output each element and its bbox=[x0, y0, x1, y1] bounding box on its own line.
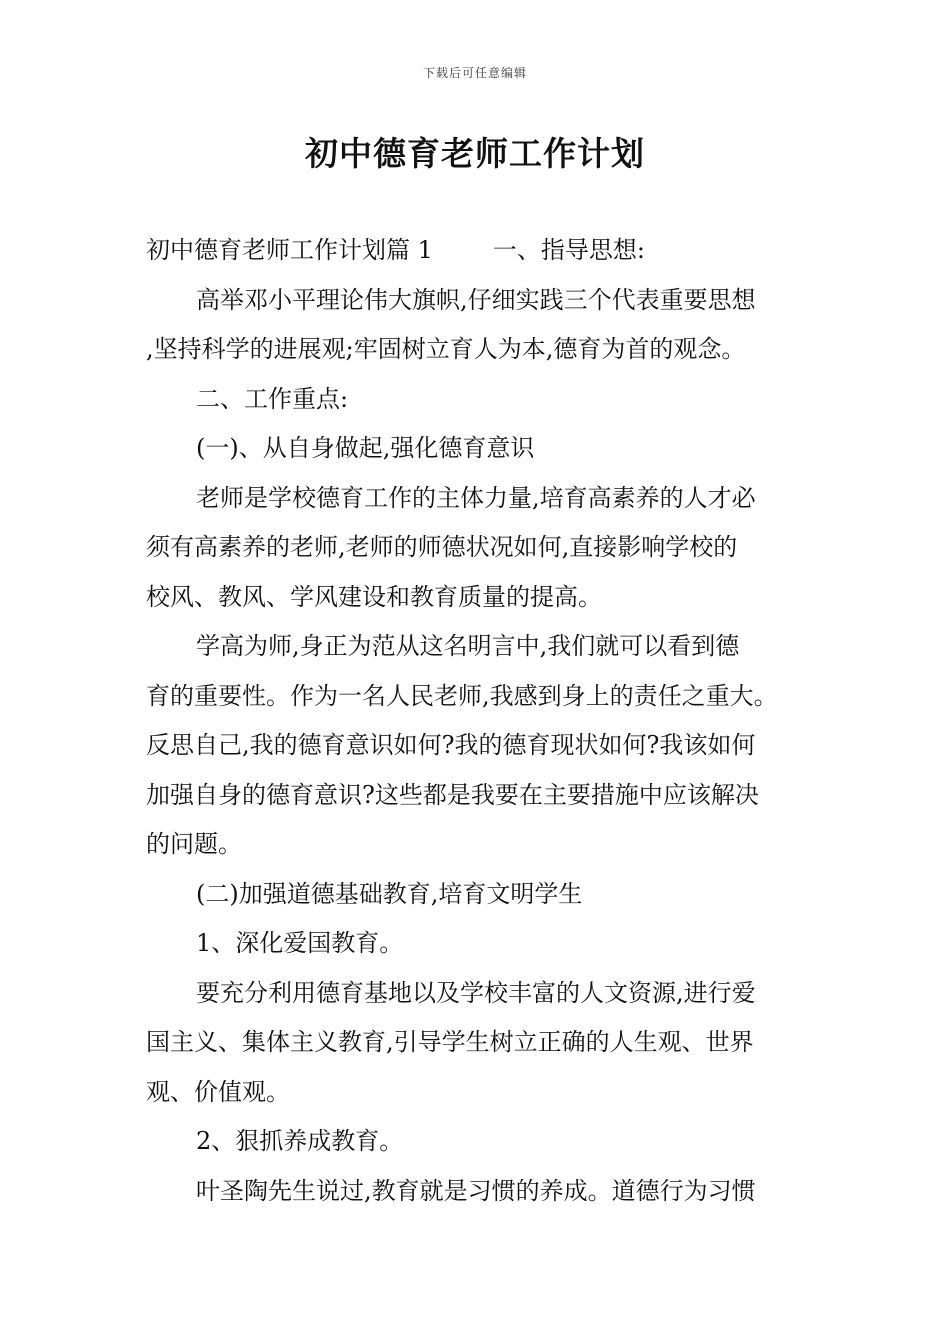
document-body bbox=[146, 226, 822, 1216]
text-line: 育的重要性。作为一名人民老师,我感到身上的责任之重大。 bbox=[146, 681, 778, 710]
text-line: 校风、教风、学风建设和教育质量的提高。 bbox=[146, 582, 602, 611]
text-line: 须有高素养的老师,老师的师德状况如何,直接影响学校的 bbox=[146, 533, 738, 561]
text-line: 老师是学校德育工作的主体力量,培育高素养的人才必 bbox=[196, 483, 756, 512]
section-heading: 一、指导思想: bbox=[492, 236, 645, 264]
text-line: 高举邓小平理论伟大旗帜,仔细实践三个代表重要思想 bbox=[196, 285, 756, 314]
header-note: 下载后可任意编辑 bbox=[422, 66, 527, 80]
text-line: 反思自己,我的德育意识如何?我的德育现状如何?我该如何 bbox=[146, 731, 756, 759]
text-line: 的问题。 bbox=[146, 830, 242, 858]
subsection-heading: (一)、从自身做起,强化德育意识 bbox=[196, 434, 535, 462]
list-item-heading: 1、深化爱国教育。 bbox=[196, 929, 404, 957]
text-line: 加强自身的德育意识?这些都是我要在主要措施中应该解决 bbox=[146, 780, 759, 809]
list-item-heading: 2、狠抓养成教育。 bbox=[196, 1127, 404, 1155]
page-title: 初中德育老师工作计划 bbox=[305, 134, 645, 173]
text-line bbox=[146, 226, 822, 276]
text-line: 学高为师,身正为范从这名明言中,我们就可以看到德 bbox=[196, 632, 740, 660]
subsection-heading: (二)加强道德基础教育,培育文明学生 bbox=[196, 879, 583, 908]
text-line: 观、价值观。 bbox=[146, 1077, 290, 1106]
text-line: ,坚持科学的进展观;牢固树立育人为本,德育为首的观念。 bbox=[146, 335, 746, 363]
text-line: 国主义、集体主义教育,引导学生树立正确的人生观、世界 bbox=[146, 1028, 754, 1056]
section-heading: 二、工作重点: bbox=[196, 384, 349, 413]
section-heading: 初中德育老师工作计划篇 1 bbox=[146, 236, 433, 264]
text-line: 叶圣陶先生说过,教育就是习惯的养成。道德行为习惯 bbox=[196, 1176, 756, 1205]
text-line: 要充分利用德育基地以及学校丰富的人文资源,进行爱 bbox=[196, 978, 756, 1007]
